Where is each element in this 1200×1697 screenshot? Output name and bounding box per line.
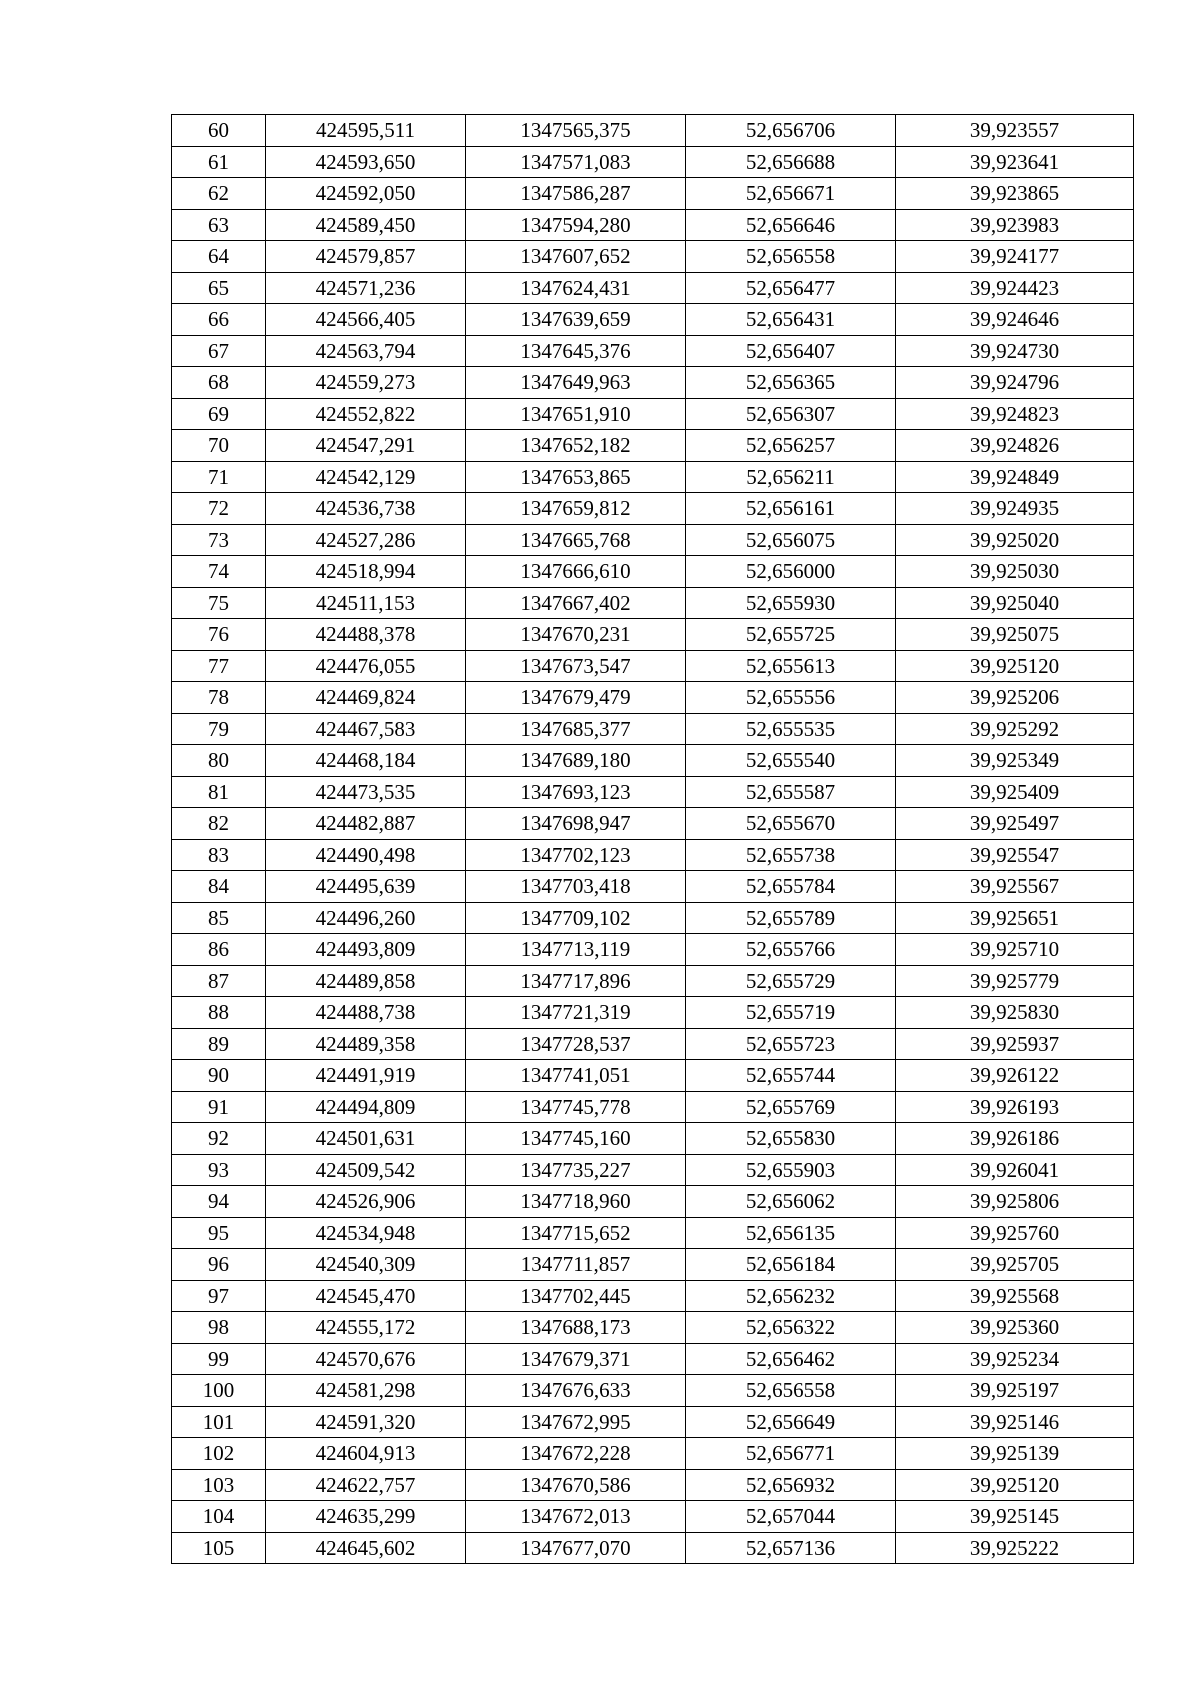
latitude-cell: 52,655769 — [686, 1091, 896, 1123]
y-coordinate-cell: 1347645,376 — [466, 335, 686, 367]
latitude-cell: 52,656062 — [686, 1186, 896, 1218]
point-number-cell: 64 — [172, 241, 266, 273]
y-coordinate-cell: 1347688,173 — [466, 1312, 686, 1344]
y-coordinate-cell: 1347728,537 — [466, 1028, 686, 1060]
point-number-cell: 84 — [172, 871, 266, 903]
table-row — [172, 461, 1134, 493]
point-number-cell: 62 — [172, 178, 266, 210]
point-number-cell: 103 — [172, 1469, 266, 1501]
y-coordinate-cell: 1347741,051 — [466, 1060, 686, 1092]
point-number-cell: 93 — [172, 1154, 266, 1186]
y-coordinate-cell: 1347571,083 — [466, 146, 686, 178]
longitude-cell: 39,925568 — [896, 1280, 1134, 1312]
table-row — [172, 146, 1134, 178]
y-coordinate-cell: 1347745,160 — [466, 1123, 686, 1155]
latitude-cell: 52,655789 — [686, 902, 896, 934]
y-coordinate-cell: 1347721,319 — [466, 997, 686, 1029]
x-coordinate-cell: 424518,994 — [266, 556, 466, 588]
x-coordinate-cell: 424467,583 — [266, 713, 466, 745]
point-number-cell: 87 — [172, 965, 266, 997]
longitude-cell: 39,924935 — [896, 493, 1134, 525]
point-number-cell: 92 — [172, 1123, 266, 1155]
longitude-cell: 39,925040 — [896, 587, 1134, 619]
table-row — [172, 934, 1134, 966]
y-coordinate-cell: 1347698,947 — [466, 808, 686, 840]
x-coordinate-cell: 424563,794 — [266, 335, 466, 367]
table-row — [172, 209, 1134, 241]
table-row — [172, 556, 1134, 588]
y-coordinate-cell: 1347713,119 — [466, 934, 686, 966]
table-row — [172, 1249, 1134, 1281]
longitude-cell: 39,925779 — [896, 965, 1134, 997]
latitude-cell: 52,655556 — [686, 682, 896, 714]
table-row — [172, 304, 1134, 336]
table-row — [172, 1312, 1134, 1344]
x-coordinate-cell: 424536,738 — [266, 493, 466, 525]
point-number-cell: 91 — [172, 1091, 266, 1123]
point-number-cell: 79 — [172, 713, 266, 745]
table-row — [172, 398, 1134, 430]
latitude-cell: 52,655670 — [686, 808, 896, 840]
x-coordinate-cell: 424491,919 — [266, 1060, 466, 1092]
x-coordinate-cell: 424488,738 — [266, 997, 466, 1029]
y-coordinate-cell: 1347652,182 — [466, 430, 686, 462]
longitude-cell: 39,924849 — [896, 461, 1134, 493]
table-row — [172, 650, 1134, 682]
table-row — [172, 1186, 1134, 1218]
longitude-cell: 39,925567 — [896, 871, 1134, 903]
table-row — [172, 367, 1134, 399]
table-row — [172, 1280, 1134, 1312]
latitude-cell: 52,657136 — [686, 1532, 896, 1564]
latitude-cell: 52,656431 — [686, 304, 896, 336]
longitude-cell: 39,924826 — [896, 430, 1134, 462]
y-coordinate-cell: 1347649,963 — [466, 367, 686, 399]
x-coordinate-cell: 424501,631 — [266, 1123, 466, 1155]
table-row — [172, 1154, 1134, 1186]
table-row — [172, 430, 1134, 462]
y-coordinate-cell: 1347586,287 — [466, 178, 686, 210]
table-row — [172, 493, 1134, 525]
latitude-cell: 52,656365 — [686, 367, 896, 399]
latitude-cell: 52,655587 — [686, 776, 896, 808]
table-row — [172, 1438, 1134, 1470]
y-coordinate-cell: 1347702,123 — [466, 839, 686, 871]
latitude-cell: 52,655540 — [686, 745, 896, 777]
latitude-cell: 52,655725 — [686, 619, 896, 651]
point-number-cell: 75 — [172, 587, 266, 619]
x-coordinate-cell: 424581,298 — [266, 1375, 466, 1407]
longitude-cell: 39,924796 — [896, 367, 1134, 399]
x-coordinate-cell: 424542,129 — [266, 461, 466, 493]
latitude-cell: 52,655723 — [686, 1028, 896, 1060]
latitude-cell: 52,655535 — [686, 713, 896, 745]
x-coordinate-cell: 424494,809 — [266, 1091, 466, 1123]
point-number-cell: 81 — [172, 776, 266, 808]
x-coordinate-cell: 424540,309 — [266, 1249, 466, 1281]
y-coordinate-cell: 1347670,231 — [466, 619, 686, 651]
latitude-cell: 52,655830 — [686, 1123, 896, 1155]
point-number-cell: 80 — [172, 745, 266, 777]
y-coordinate-cell: 1347670,586 — [466, 1469, 686, 1501]
x-coordinate-cell: 424545,470 — [266, 1280, 466, 1312]
longitude-cell: 39,925806 — [896, 1186, 1134, 1218]
x-coordinate-cell: 424511,153 — [266, 587, 466, 619]
point-number-cell: 102 — [172, 1438, 266, 1470]
y-coordinate-cell: 1347672,995 — [466, 1406, 686, 1438]
latitude-cell: 52,655613 — [686, 650, 896, 682]
x-coordinate-cell: 424534,948 — [266, 1217, 466, 1249]
longitude-cell: 39,925705 — [896, 1249, 1134, 1281]
y-coordinate-cell: 1347607,652 — [466, 241, 686, 273]
table-row — [172, 1501, 1134, 1533]
x-coordinate-cell: 424547,291 — [266, 430, 466, 462]
longitude-cell: 39,925760 — [896, 1217, 1134, 1249]
point-number-cell: 73 — [172, 524, 266, 556]
latitude-cell: 52,656671 — [686, 178, 896, 210]
table-row — [172, 1091, 1134, 1123]
table-row — [172, 1123, 1134, 1155]
latitude-cell: 52,655766 — [686, 934, 896, 966]
point-number-cell: 96 — [172, 1249, 266, 1281]
latitude-cell: 52,655784 — [686, 871, 896, 903]
x-coordinate-cell: 424495,639 — [266, 871, 466, 903]
longitude-cell: 39,926122 — [896, 1060, 1134, 1092]
point-number-cell: 86 — [172, 934, 266, 966]
y-coordinate-cell: 1347745,778 — [466, 1091, 686, 1123]
y-coordinate-cell: 1347653,865 — [466, 461, 686, 493]
longitude-cell: 39,925145 — [896, 1501, 1134, 1533]
latitude-cell: 52,655903 — [686, 1154, 896, 1186]
point-number-cell: 61 — [172, 146, 266, 178]
y-coordinate-cell: 1347672,228 — [466, 1438, 686, 1470]
x-coordinate-cell: 424482,887 — [266, 808, 466, 840]
point-number-cell: 76 — [172, 619, 266, 651]
y-coordinate-cell: 1347702,445 — [466, 1280, 686, 1312]
table-row — [172, 902, 1134, 934]
point-number-cell: 78 — [172, 682, 266, 714]
longitude-cell: 39,926186 — [896, 1123, 1134, 1155]
y-coordinate-cell: 1347715,652 — [466, 1217, 686, 1249]
latitude-cell: 52,655719 — [686, 997, 896, 1029]
longitude-cell: 39,924177 — [896, 241, 1134, 273]
longitude-cell: 39,923557 — [896, 115, 1134, 147]
coordinates-table — [171, 114, 1134, 1564]
y-coordinate-cell: 1347673,547 — [466, 650, 686, 682]
longitude-cell: 39,925222 — [896, 1532, 1134, 1564]
latitude-cell: 52,656649 — [686, 1406, 896, 1438]
table-row — [172, 1217, 1134, 1249]
point-number-cell: 66 — [172, 304, 266, 336]
longitude-cell: 39,925651 — [896, 902, 1134, 934]
point-number-cell: 98 — [172, 1312, 266, 1344]
latitude-cell: 52,656307 — [686, 398, 896, 430]
x-coordinate-cell: 424635,299 — [266, 1501, 466, 1533]
x-coordinate-cell: 424509,542 — [266, 1154, 466, 1186]
x-coordinate-cell: 424493,809 — [266, 934, 466, 966]
x-coordinate-cell: 424622,757 — [266, 1469, 466, 1501]
y-coordinate-cell: 1347594,280 — [466, 209, 686, 241]
table-row — [172, 682, 1134, 714]
point-number-cell: 69 — [172, 398, 266, 430]
longitude-cell: 39,923865 — [896, 178, 1134, 210]
longitude-cell: 39,925139 — [896, 1438, 1134, 1470]
point-number-cell: 70 — [172, 430, 266, 462]
longitude-cell: 39,926193 — [896, 1091, 1134, 1123]
longitude-cell: 39,925409 — [896, 776, 1134, 808]
y-coordinate-cell: 1347665,768 — [466, 524, 686, 556]
point-number-cell: 105 — [172, 1532, 266, 1564]
latitude-cell: 52,657044 — [686, 1501, 896, 1533]
table-row — [172, 1060, 1134, 1092]
longitude-cell: 39,925120 — [896, 650, 1134, 682]
latitude-cell: 52,656771 — [686, 1438, 896, 1470]
y-coordinate-cell: 1347693,123 — [466, 776, 686, 808]
longitude-cell: 39,923983 — [896, 209, 1134, 241]
longitude-cell: 39,924823 — [896, 398, 1134, 430]
latitude-cell: 52,656477 — [686, 272, 896, 304]
x-coordinate-cell: 424490,498 — [266, 839, 466, 871]
longitude-cell: 39,925075 — [896, 619, 1134, 651]
x-coordinate-cell: 424570,676 — [266, 1343, 466, 1375]
longitude-cell: 39,925710 — [896, 934, 1134, 966]
y-coordinate-cell: 1347676,633 — [466, 1375, 686, 1407]
x-coordinate-cell: 424593,650 — [266, 146, 466, 178]
latitude-cell: 52,656646 — [686, 209, 896, 241]
table-row — [172, 115, 1134, 147]
point-number-cell: 65 — [172, 272, 266, 304]
point-number-cell: 88 — [172, 997, 266, 1029]
table-row — [172, 745, 1134, 777]
table-row — [172, 524, 1134, 556]
longitude-cell: 39,925120 — [896, 1469, 1134, 1501]
point-number-cell: 89 — [172, 1028, 266, 1060]
y-coordinate-cell: 1347639,659 — [466, 304, 686, 336]
longitude-cell: 39,924730 — [896, 335, 1134, 367]
point-number-cell: 104 — [172, 1501, 266, 1533]
point-number-cell: 77 — [172, 650, 266, 682]
x-coordinate-cell: 424555,172 — [266, 1312, 466, 1344]
x-coordinate-cell: 424527,286 — [266, 524, 466, 556]
table-row — [172, 1343, 1134, 1375]
y-coordinate-cell: 1347703,418 — [466, 871, 686, 903]
y-coordinate-cell: 1347651,910 — [466, 398, 686, 430]
longitude-cell: 39,925360 — [896, 1312, 1134, 1344]
x-coordinate-cell: 424489,358 — [266, 1028, 466, 1060]
point-number-cell: 60 — [172, 115, 266, 147]
latitude-cell: 52,656932 — [686, 1469, 896, 1501]
x-coordinate-cell: 424526,906 — [266, 1186, 466, 1218]
x-coordinate-cell: 424579,857 — [266, 241, 466, 273]
longitude-cell: 39,925497 — [896, 808, 1134, 840]
longitude-cell: 39,925197 — [896, 1375, 1134, 1407]
table-row — [172, 776, 1134, 808]
point-number-cell: 72 — [172, 493, 266, 525]
point-number-cell: 94 — [172, 1186, 266, 1218]
table-row — [172, 808, 1134, 840]
table-row — [172, 587, 1134, 619]
point-number-cell: 90 — [172, 1060, 266, 1092]
y-coordinate-cell: 1347666,610 — [466, 556, 686, 588]
y-coordinate-cell: 1347735,227 — [466, 1154, 686, 1186]
table-row — [172, 178, 1134, 210]
latitude-cell: 52,656211 — [686, 461, 896, 493]
table-row — [172, 839, 1134, 871]
coordinates-table-body — [172, 115, 1134, 1564]
x-coordinate-cell: 424645,602 — [266, 1532, 466, 1564]
latitude-cell: 52,656075 — [686, 524, 896, 556]
x-coordinate-cell: 424469,824 — [266, 682, 466, 714]
table-row — [172, 1375, 1134, 1407]
point-number-cell: 67 — [172, 335, 266, 367]
y-coordinate-cell: 1347672,013 — [466, 1501, 686, 1533]
point-number-cell: 63 — [172, 209, 266, 241]
longitude-cell: 39,925547 — [896, 839, 1134, 871]
latitude-cell: 52,656161 — [686, 493, 896, 525]
latitude-cell: 52,656184 — [686, 1249, 896, 1281]
point-number-cell: 95 — [172, 1217, 266, 1249]
latitude-cell: 52,656558 — [686, 1375, 896, 1407]
table-row — [172, 871, 1134, 903]
table-row — [172, 241, 1134, 273]
point-number-cell: 82 — [172, 808, 266, 840]
x-coordinate-cell: 424559,273 — [266, 367, 466, 399]
y-coordinate-cell: 1347717,896 — [466, 965, 686, 997]
table-row — [172, 1406, 1134, 1438]
longitude-cell: 39,924646 — [896, 304, 1134, 336]
x-coordinate-cell: 424488,378 — [266, 619, 466, 651]
x-coordinate-cell: 424591,320 — [266, 1406, 466, 1438]
x-coordinate-cell: 424552,822 — [266, 398, 466, 430]
longitude-cell: 39,925206 — [896, 682, 1134, 714]
table-row — [172, 272, 1134, 304]
x-coordinate-cell: 424473,535 — [266, 776, 466, 808]
y-coordinate-cell: 1347679,479 — [466, 682, 686, 714]
y-coordinate-cell: 1347659,812 — [466, 493, 686, 525]
x-coordinate-cell: 424566,405 — [266, 304, 466, 336]
y-coordinate-cell: 1347685,377 — [466, 713, 686, 745]
latitude-cell: 52,656688 — [686, 146, 896, 178]
point-number-cell: 71 — [172, 461, 266, 493]
table-row — [172, 1532, 1134, 1564]
longitude-cell: 39,923641 — [896, 146, 1134, 178]
x-coordinate-cell: 424592,050 — [266, 178, 466, 210]
longitude-cell: 39,925937 — [896, 1028, 1134, 1060]
y-coordinate-cell: 1347624,431 — [466, 272, 686, 304]
y-coordinate-cell: 1347689,180 — [466, 745, 686, 777]
x-coordinate-cell: 424595,511 — [266, 115, 466, 147]
table-row — [172, 713, 1134, 745]
point-number-cell: 100 — [172, 1375, 266, 1407]
y-coordinate-cell: 1347718,960 — [466, 1186, 686, 1218]
longitude-cell: 39,926041 — [896, 1154, 1134, 1186]
point-number-cell: 83 — [172, 839, 266, 871]
table-row — [172, 619, 1134, 651]
point-number-cell: 99 — [172, 1343, 266, 1375]
table-row — [172, 1028, 1134, 1060]
longitude-cell: 39,925030 — [896, 556, 1134, 588]
x-coordinate-cell: 424604,913 — [266, 1438, 466, 1470]
longitude-cell: 39,924423 — [896, 272, 1134, 304]
latitude-cell: 52,656558 — [686, 241, 896, 273]
latitude-cell: 52,656407 — [686, 335, 896, 367]
point-number-cell: 68 — [172, 367, 266, 399]
longitude-cell: 39,925292 — [896, 713, 1134, 745]
table-row — [172, 335, 1134, 367]
longitude-cell: 39,925234 — [896, 1343, 1134, 1375]
y-coordinate-cell: 1347679,371 — [466, 1343, 686, 1375]
x-coordinate-cell: 424476,055 — [266, 650, 466, 682]
x-coordinate-cell: 424468,184 — [266, 745, 466, 777]
latitude-cell: 52,655738 — [686, 839, 896, 871]
point-number-cell: 74 — [172, 556, 266, 588]
x-coordinate-cell: 424571,236 — [266, 272, 466, 304]
latitude-cell: 52,655930 — [686, 587, 896, 619]
x-coordinate-cell: 424489,858 — [266, 965, 466, 997]
y-coordinate-cell: 1347667,402 — [466, 587, 686, 619]
y-coordinate-cell: 1347709,102 — [466, 902, 686, 934]
table-row — [172, 997, 1134, 1029]
latitude-cell: 52,655744 — [686, 1060, 896, 1092]
latitude-cell: 52,656135 — [686, 1217, 896, 1249]
latitude-cell: 52,656257 — [686, 430, 896, 462]
table-row — [172, 1469, 1134, 1501]
latitude-cell: 52,656706 — [686, 115, 896, 147]
point-number-cell: 85 — [172, 902, 266, 934]
latitude-cell: 52,656462 — [686, 1343, 896, 1375]
y-coordinate-cell: 1347565,375 — [466, 115, 686, 147]
latitude-cell: 52,656232 — [686, 1280, 896, 1312]
longitude-cell: 39,925020 — [896, 524, 1134, 556]
longitude-cell: 39,925830 — [896, 997, 1134, 1029]
latitude-cell: 52,656000 — [686, 556, 896, 588]
longitude-cell: 39,925146 — [896, 1406, 1134, 1438]
point-number-cell: 97 — [172, 1280, 266, 1312]
y-coordinate-cell: 1347677,070 — [466, 1532, 686, 1564]
x-coordinate-cell: 424496,260 — [266, 902, 466, 934]
point-number-cell: 101 — [172, 1406, 266, 1438]
x-coordinate-cell: 424589,450 — [266, 209, 466, 241]
y-coordinate-cell: 1347711,857 — [466, 1249, 686, 1281]
latitude-cell: 52,656322 — [686, 1312, 896, 1344]
latitude-cell: 52,655729 — [686, 965, 896, 997]
table-row — [172, 965, 1134, 997]
longitude-cell: 39,925349 — [896, 745, 1134, 777]
